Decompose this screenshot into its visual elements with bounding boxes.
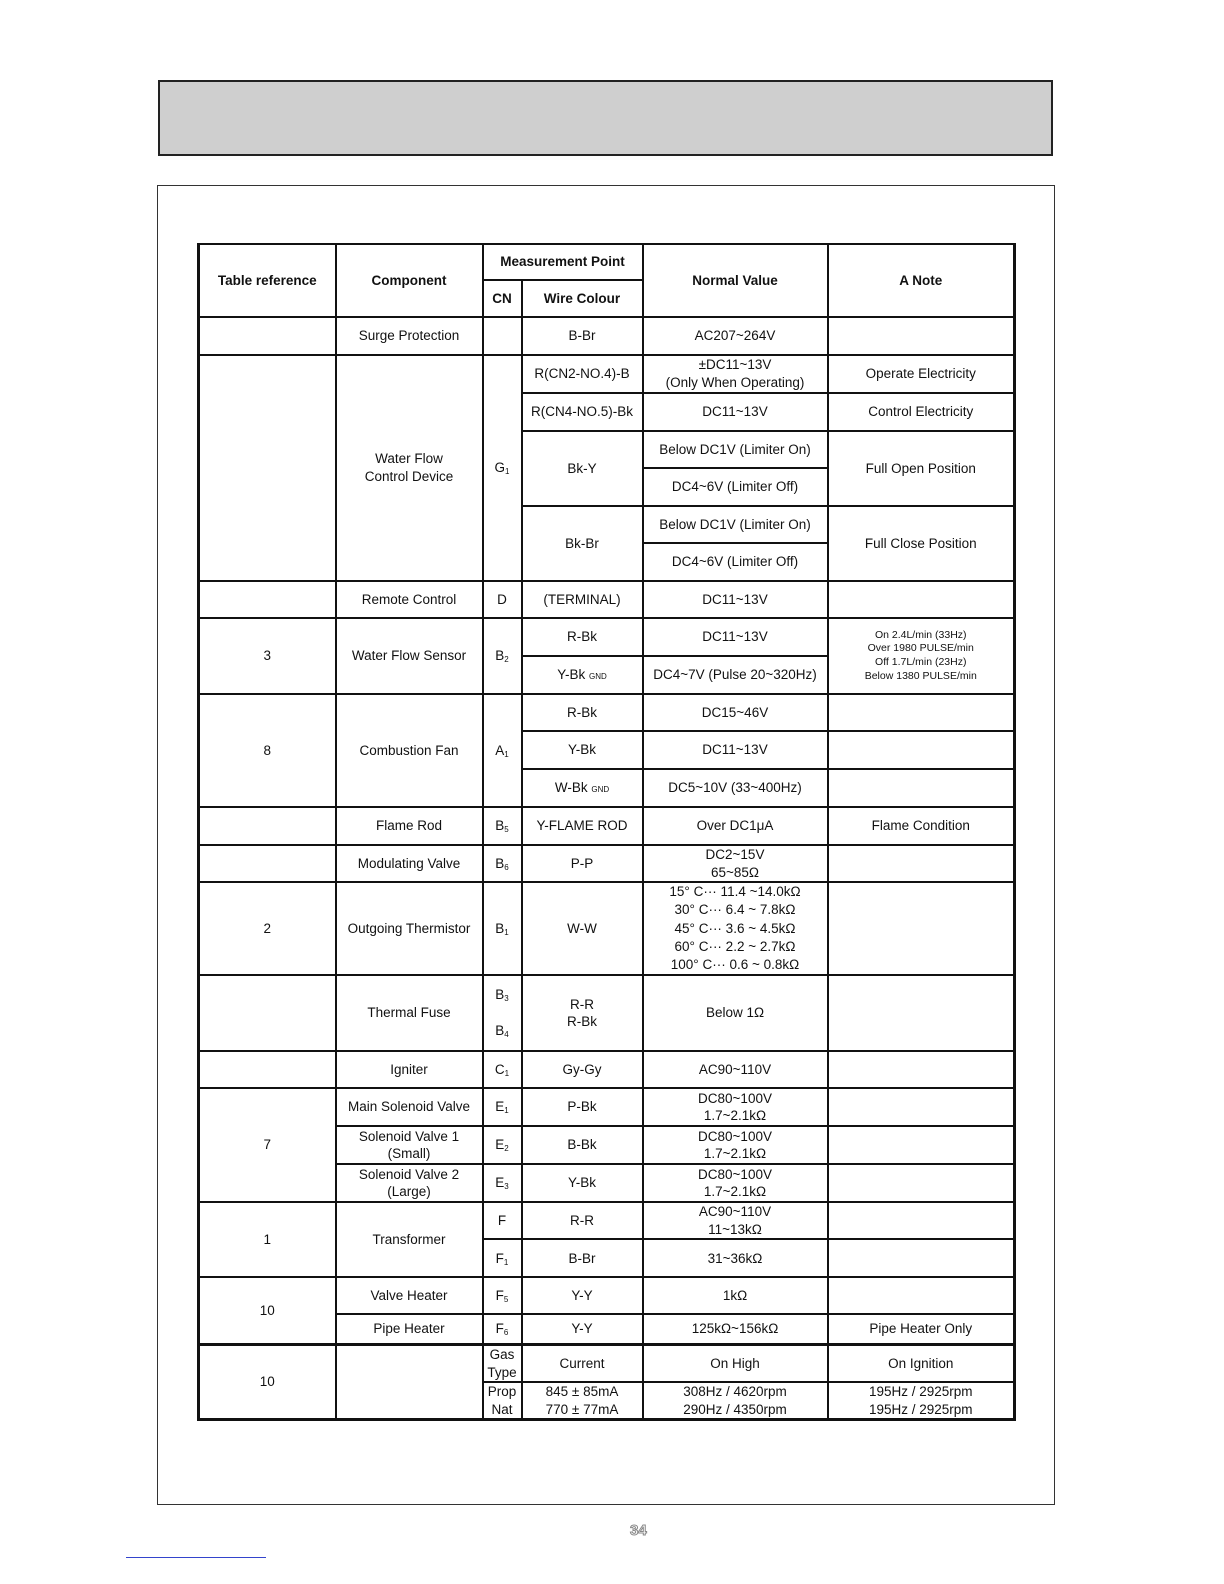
ref-cell: 10 <box>199 1344 336 1420</box>
component-cell: Transformer <box>336 1202 483 1277</box>
note-cell: Operate Electricity <box>828 355 1015 393</box>
on-high-values-cell: 308Hz / 4620rpm 290Hz / 4350rpm <box>643 1382 828 1420</box>
spec-table <box>197 243 1016 1421</box>
wire-cell: Y-FLAME ROD <box>522 807 643 845</box>
wire-cell: W-Bk GND <box>522 769 643 807</box>
component-cell: Main Solenoid Valve <box>336 1088 483 1126</box>
cn-cell: $C_1$ <box>483 1051 522 1088</box>
table-row <box>199 845 1015 882</box>
table-row <box>199 1051 1015 1088</box>
header-measurement-point: Measurement Point <box>483 244 643 280</box>
component-cell: Water Flow Sensor <box>336 618 483 694</box>
cn-cell: $E_2$ <box>483 1126 522 1164</box>
component-cell: Solenoid Valve 1 (Small) <box>336 1126 483 1164</box>
cn-cell: $F_1$ <box>483 1239 522 1277</box>
table-row <box>199 1277 1015 1314</box>
wire-cell: B-Bk <box>522 1126 643 1164</box>
table-row <box>199 882 1015 975</box>
table-row <box>199 807 1015 845</box>
table-row <box>199 975 1015 1051</box>
table-row <box>199 618 1015 656</box>
ref-cell: 10 <box>199 1277 336 1344</box>
cn-cell: D <box>483 581 522 618</box>
gas-names-cell: Prop Nat <box>483 1382 522 1420</box>
value-cell: DC11~13V <box>643 731 828 769</box>
value-cell: AC90~110V 11~13kΩ <box>643 1202 828 1239</box>
value-cell: DC11~13V <box>643 393 828 431</box>
component-cell: Valve Heater <box>336 1277 483 1314</box>
ref-cell: 1 <box>199 1202 336 1277</box>
header-normal-value: Normal Value <box>643 244 828 317</box>
wire-cell: Y-Bk <box>522 1164 643 1202</box>
note-cell: Full Open Position <box>828 431 1015 506</box>
ref-cell: 7 <box>199 1088 336 1202</box>
wire-cell: R(CN4-NO.5)-Bk <box>522 393 643 431</box>
cn-cell: $B_5$ <box>483 807 522 845</box>
footer-rule <box>126 1557 266 1558</box>
table-row <box>199 1088 1015 1126</box>
value-cell: Below DC1V (Limiter On) <box>643 506 828 543</box>
ref-cell: 2 <box>199 882 336 975</box>
wire-cell: B-Br <box>522 317 643 355</box>
component-cell: Pipe Heater <box>336 1314 483 1344</box>
table-header-row <box>199 244 1015 280</box>
page-number: 34 <box>630 1522 647 1539</box>
table-row <box>199 317 1015 355</box>
wire-cell: R-R R-Bk <box>522 975 643 1051</box>
note-cell: Control Electricity <box>828 393 1015 431</box>
wire-cell: (TERMINAL) <box>522 581 643 618</box>
wire-cell: R-Bk <box>522 694 643 731</box>
wire-cell: P-Bk <box>522 1088 643 1126</box>
header-table-reference: Table reference <box>199 244 336 317</box>
value-cell: AC90~110V <box>643 1051 828 1088</box>
wire-cell: B-Br <box>522 1239 643 1277</box>
component-cell: Solenoid Valve 2 (Large) <box>336 1164 483 1202</box>
wire-cell: R(CN2-NO.4)-B <box>522 355 643 393</box>
note-cell: Flame Condition <box>828 807 1015 845</box>
value-cell: Below 1Ω <box>643 975 828 1051</box>
on-high-header: On High <box>643 1344 828 1382</box>
header-cn: CN <box>483 280 522 317</box>
table-row <box>199 1344 1015 1382</box>
header-a-note: A Note <box>828 244 1015 317</box>
cn-cell: $B_1$ <box>483 882 522 975</box>
table-row <box>199 694 1015 731</box>
value-cell: DC15~46V <box>643 694 828 731</box>
wire-cell: Gy-Gy <box>522 1051 643 1088</box>
wire-cell: R-Bk <box>522 618 643 656</box>
cn-cell: $B_3$ $B_4$ <box>483 975 522 1051</box>
gas-type-cell: Gas Type <box>483 1344 522 1382</box>
value-cell: ±DC11~13V (Only When Operating) <box>643 355 828 393</box>
value-cell: DC4~6V (Limiter Off) <box>643 543 828 581</box>
cn-cell: $B_2$ <box>483 618 522 694</box>
cn-cell: $F_5$ <box>483 1277 522 1314</box>
component-cell: Thermal Fuse <box>336 975 483 1051</box>
wire-cell: Y-Y <box>522 1277 643 1314</box>
table-row <box>199 1202 1015 1239</box>
component-cell: Modulating Valve <box>336 845 483 882</box>
on-ignition-header: On Ignition <box>828 1344 1015 1382</box>
wire-cell: Y-Bk <box>522 731 643 769</box>
ref-cell: 3 <box>199 618 336 694</box>
header-bar <box>158 80 1053 156</box>
current-values-cell: 845 ± 85mA 770 ± 77mA <box>522 1382 643 1420</box>
value-cell: Below DC1V (Limiter On) <box>643 431 828 468</box>
cn-cell: $G_1$ <box>483 355 522 581</box>
value-cell: DC11~13V <box>643 618 828 656</box>
component-cell: Outgoing Thermistor <box>336 882 483 975</box>
value-cell: DC4~7V (Pulse 20~320Hz) <box>643 656 828 694</box>
note-cell: Pipe Heater Only <box>828 1314 1015 1344</box>
value-cell: 125kΩ~156kΩ <box>643 1314 828 1344</box>
cn-cell: $F_6$ <box>483 1314 522 1344</box>
table-row <box>199 581 1015 618</box>
wire-cell: R-R <box>522 1202 643 1239</box>
wire-cell: Bk-Br <box>522 506 643 581</box>
wire-cell: Bk-Y <box>522 431 643 506</box>
note-cell: On 2.4L/min (33Hz) Over 1980 PULSE/min Off 1.7L/min (23Hz) Below 1380 PULSE/min <box>828 618 1015 694</box>
on-ignition-values-cell: 195Hz / 2925rpm 195Hz / 2925rpm <box>828 1382 1015 1420</box>
wire-cell: P-P <box>522 845 643 882</box>
value-cell: Over DC1μA <box>643 807 828 845</box>
component-cell: Remote Control <box>336 581 483 618</box>
note-cell: Full Close Position <box>828 506 1015 581</box>
value-cell: 15° C··· 11.4 ~14.0kΩ 30° C··· 6.4 ~ 7.8kΩ 45° C··· 3.6 ~ 4.5kΩ 60° C··· 2.2 ~ 2.7kΩ 100° C··· 0.6 ~ 0.8kΩ <box>643 882 828 975</box>
component-cell: Flame Rod <box>336 807 483 845</box>
value-cell: DC5~10V (33~400Hz) <box>643 769 828 807</box>
wire-cell: Y-Y <box>522 1314 643 1344</box>
current-header: Current <box>522 1344 643 1382</box>
value-cell: 31~36kΩ <box>643 1239 828 1277</box>
value-cell: DC2~15V 65~85Ω <box>643 845 828 882</box>
header-component: Component <box>336 244 483 317</box>
cn-cell: $B_6$ <box>483 845 522 882</box>
cn-cell: $E_3$ <box>483 1164 522 1202</box>
value-cell: DC4~6V (Limiter Off) <box>643 468 828 506</box>
table-row <box>199 355 1015 393</box>
cn-cell: $A_1$ <box>483 694 522 807</box>
wire-cell: W-W <box>522 882 643 975</box>
component-cell: Combustion Fan <box>336 694 483 807</box>
ref-cell: 8 <box>199 694 336 807</box>
value-cell: 1kΩ <box>643 1277 828 1314</box>
component-cell: Water Flow Control Device <box>336 355 483 581</box>
header-wire-colour: Wire Colour <box>522 280 643 317</box>
cn-cell: F <box>483 1202 522 1239</box>
value-cell: DC11~13V <box>643 581 828 618</box>
value-cell: AC207~264V <box>643 317 828 355</box>
component-cell: Igniter <box>336 1051 483 1088</box>
wire-cell: Y-Bk GND <box>522 656 643 694</box>
value-cell: DC80~100V 1.7~2.1kΩ <box>643 1126 828 1164</box>
value-cell: DC80~100V 1.7~2.1kΩ <box>643 1164 828 1202</box>
component-cell: Surge Protection <box>336 317 483 355</box>
value-cell: DC80~100V 1.7~2.1kΩ <box>643 1088 828 1126</box>
cn-cell: $E_1$ <box>483 1088 522 1126</box>
